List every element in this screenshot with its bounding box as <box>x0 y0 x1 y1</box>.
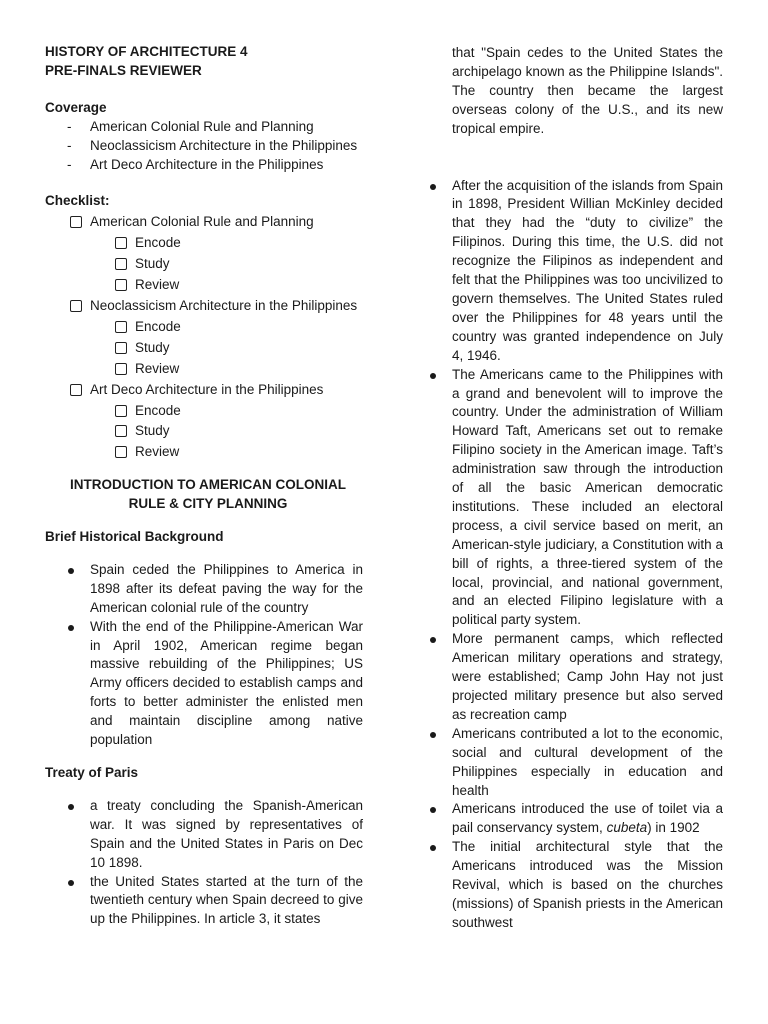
checklist-subitem[interactable]: Review <box>45 443 363 462</box>
checkbox-icon[interactable] <box>70 216 82 228</box>
list-item: Americans contributed a lot to the economic, social and cultural development of the Philippines especially in education and health <box>430 725 723 801</box>
bullet-icon <box>68 568 74 574</box>
checkbox-icon[interactable] <box>70 300 82 312</box>
left-column <box>45 43 363 929</box>
bullet-icon <box>430 807 436 813</box>
checklist-subitem[interactable]: Encode <box>45 234 363 253</box>
checkbox-icon[interactable] <box>115 321 127 333</box>
checklist <box>45 213 363 462</box>
coverage-item: - Art Deco Architecture in the Philippines <box>67 156 324 172</box>
bullet-icon <box>430 637 436 643</box>
bullet-icon <box>430 373 436 379</box>
checkbox-icon[interactable] <box>115 342 127 354</box>
checklist-subitem[interactable]: Encode <box>45 318 363 337</box>
list-item: After the acquisition of the islands from Spain in 1898, President Willian McKinley decided that they had the “duty to civilize” the Filipinos. During this time, the U.S. did not recognize the Filipinos as independent and felt that the Philippines was too uncivilized to govern themselves. The United States ruled over the Philippines for 48 years until the country was granted independence on July 4, 1946. <box>430 177 723 366</box>
checkbox-icon[interactable] <box>115 405 127 417</box>
coverage-item: - American Colonial Rule and Planning <box>67 118 314 134</box>
treaty-continuation: that "Spain cedes to the United States the archipelago known as the Philippine Islands". The country then became the largest overseas colony of the U.S., and its new tropical empire. <box>452 45 723 136</box>
checkbox-icon[interactable] <box>115 237 127 249</box>
bullet-icon <box>68 625 74 631</box>
bullet-icon <box>68 880 74 886</box>
coverage-item: - Neoclassicism Architecture in the Philippines <box>67 137 358 153</box>
coverage-list <box>45 118 363 175</box>
checklist-topic[interactable]: Art Deco Architecture in the Philippines <box>45 381 363 400</box>
checkbox-icon[interactable] <box>115 363 127 375</box>
checklist-heading: Checklist: <box>45 193 110 209</box>
checklist-subitem[interactable]: Study <box>45 255 363 274</box>
list-item: The Americans came to the Philippines with a grand and benevolent will to improve the country. Under the administration of William Howard Taft, Americans set out to remake Filipino society in the American image. Taft’s administration saw through the introduction of all the basic American democratic institutions. These included an electoral process, a civil service based on merit, an American-style judiciary, a Constitution with a bill of rights, a three-tiered system of the local, provincial, and national government, and an elected Filipino legislature with a political party system. <box>430 366 723 631</box>
background-heading: Brief Historical Background <box>45 529 224 545</box>
bullet-icon <box>68 804 74 810</box>
doc-title: HISTORY OF ARCHITECTURE 4 <box>45 44 248 59</box>
coverage-heading: Coverage <box>45 99 107 115</box>
list-item: the United States started at the turn of the twentieth century when Spain decreed to give up the Philippines. In article 3, it states <box>45 873 363 930</box>
checklist-topic[interactable]: Neoclassicism Architecture in the Philippines <box>45 297 363 316</box>
list-item: a treaty concluding the Spanish-American war. It was signed by representatives of Spain and the United States in Paris on Dec 10 1898. <box>45 797 363 873</box>
checklist-topic[interactable]: American Colonial Rule and Planning <box>45 213 363 232</box>
checklist-subitem[interactable]: Study <box>45 339 363 358</box>
bullet-icon <box>430 845 436 851</box>
list-item: Americans introduced the use of toilet via a pail conservancy system, cubeta) in 1902 <box>430 800 723 838</box>
checklist-subitem[interactable]: Review <box>45 360 363 379</box>
treaty-heading: Treaty of Paris <box>45 765 139 780</box>
background-list <box>45 561 363 750</box>
bullet-icon <box>430 184 436 190</box>
checklist-subitem[interactable]: Review <box>45 276 363 295</box>
right-bullet-list <box>430 177 723 933</box>
right-column <box>430 44 723 933</box>
checkbox-icon[interactable] <box>115 446 127 458</box>
treaty-list <box>45 797 363 929</box>
checkbox-icon[interactable] <box>115 258 127 270</box>
list-item: Spain ceded the Philippines to America in 1898 after its defeat paving the way for the American colonial rule of the country <box>45 561 363 618</box>
checklist-subitem[interactable]: Encode <box>45 402 363 421</box>
list-item: More permanent camps, which reflected American military operations and strategy, were established; Camp John Hay not just projected military presence but also served as recreation camp <box>430 630 723 725</box>
bullet-icon <box>430 732 436 738</box>
intro-heading: INTRODUCTION TO AMERICAN COLONIAL RULE & CITY PLANNING <box>70 477 346 512</box>
list-item: With the end of the Philippine-American War in April 1902, American regime began massive rebuilding of the Philippines; US Army officers decided to establish camps and forts to better administer the enlisted men and maintain discipline among native population <box>45 618 363 750</box>
doc-subtitle: PRE-FINALS REVIEWER <box>45 62 202 78</box>
list-item: The initial architectural style that the Americans introduced was the Mission Revival, which is based on the churches (missions) of Spanish priests in the American southwest <box>430 838 723 933</box>
checkbox-icon[interactable] <box>115 425 127 437</box>
checklist-subitem[interactable]: Study <box>45 422 363 441</box>
checkbox-icon[interactable] <box>70 384 82 396</box>
checkbox-icon[interactable] <box>115 279 127 291</box>
